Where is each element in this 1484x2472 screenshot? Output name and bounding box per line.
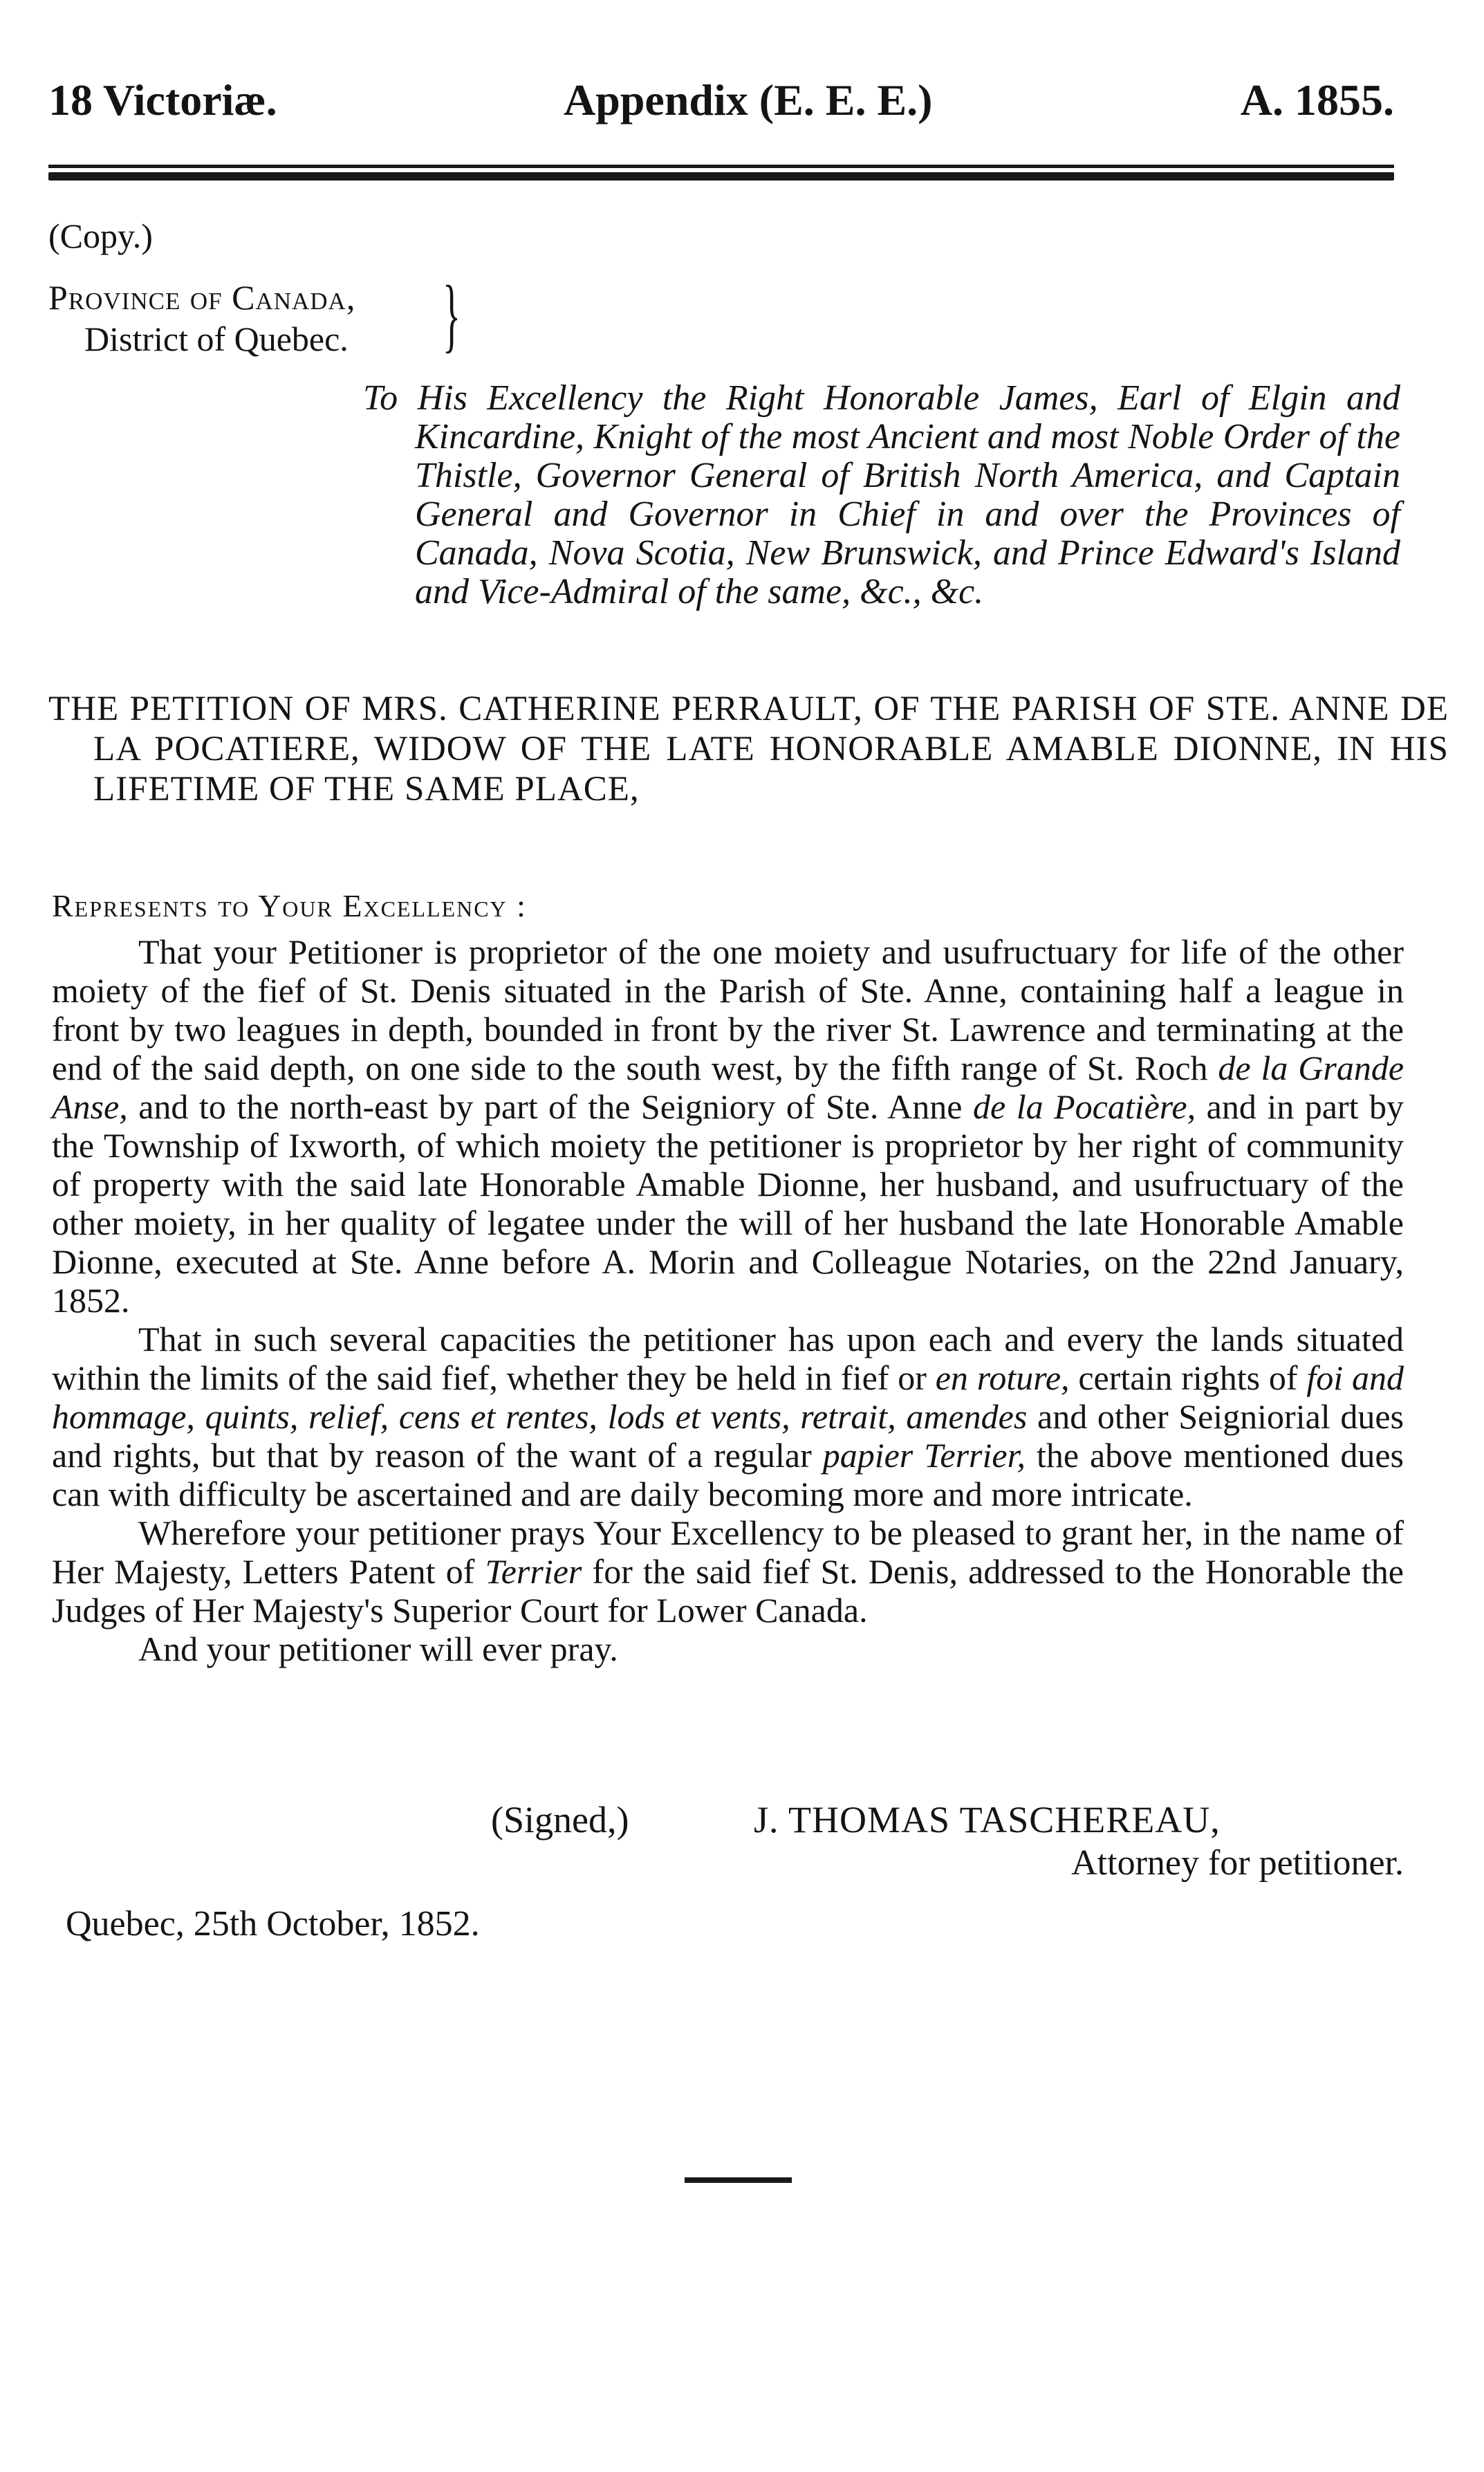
p1-italic-grande-anse: de la Grande Anse, (52, 1049, 1404, 1126)
p1-text-e: and in part by the Township of Ixworth, of which moiety the petitioner is proprietor by her right of community of property with the said late Honorable Amable Dionne, her husband, and usufructuary of the other moiety, in her quality of legatee under the will of her husband the late Honorable Amable Dionne, executed at Ste. Anne before A. Morin and Colleague Notaries, on the 22nd January, 1852. (52, 1087, 1404, 1320)
header-year: A. 1855. (1240, 75, 1394, 124)
p3-text-c: for the said fief St. Denis, addressed to the Honorable the Judges of Her Majesty's Superior Court for Lower Canada. (52, 1552, 1404, 1630)
p2-italic-papier-terrier: papier Terrier, (822, 1436, 1026, 1475)
brace-glyph: } (443, 268, 461, 360)
province-line: Province of Canada, (48, 278, 356, 317)
paragraph-rights (52, 1320, 1404, 1513)
signatory-role: Attorney for petitioner. (1071, 1843, 1404, 1883)
paragraph-prayer (52, 1513, 1404, 1630)
province-block (48, 277, 355, 360)
petition-heading: THE PETITION OF MRS. CATHERINE PERRAULT, OF THE PARISH OF STE. ANNE DE LA POCATIERE, WIDOW OF THE LATE HONORABLE AMABLE DIONNE, IN HIS LIFETIME OF THE SAME PLACE, (48, 690, 1449, 809)
p3-text-a: Wherefore your petitioner prays Your Excellency to be pleased to grant her, in the name of Her Majesty, Letters Patent of (52, 1513, 1404, 1591)
p3-italic-terrier: Terrier (485, 1552, 582, 1591)
p1-text-a: That your Petitioner is proprietor of the one moiety and usufructuary for life of the other moiety of the fief of St. Denis situated in the Parish of Ste. Anne, containing half a league in front by two leagues in depth, bounded in front by the river St. Lawrence and terminating at the end of the said depth, on one side to the south west, by the fifth range of St. Roch (52, 932, 1404, 1087)
header-rule-thin (48, 165, 1394, 168)
p2-italic-rights-list: foi and hommage, quints, relief, cens et rentes, lods et vents, retrait, amendes (52, 1358, 1404, 1436)
signed-label: (Signed,) (491, 1799, 629, 1841)
paragraph-proprietorship (52, 932, 1404, 1320)
header-session: 18 Victoriæ. (48, 75, 277, 124)
p2-text-a: That in such several capacities the petitioner has upon each and every the lands situated within the limits of the said fief, whether they be held in fief or (52, 1320, 1404, 1397)
petition-body (52, 932, 1404, 1668)
running-header (48, 75, 1394, 137)
paragraph-closing: And your petitioner will ever pray. (138, 1630, 618, 1668)
address-text: To His Excellency the Right Honorable James, Earl of Elgin and Kincardine, Knight of the most Ancient and most Noble Order of the Thistle, Governor General of British North America, and Captain General and Governor in Chief in and over the Provinces of Canada, Nova Scotia, New Brunswick, and Prince Edward's Island and Vice-Admiral of the same, &c., &c. (363, 378, 1400, 611)
p2-text-e: and other Seigniorial dues and rights, but that by reason of the want of a regular (52, 1397, 1404, 1475)
header-appendix: Appendix (E. E. E.) (564, 75, 933, 124)
district-line: District of Quebec. (84, 320, 349, 358)
signatory-name: J. THOMAS TASCHEREAU, (754, 1799, 1221, 1841)
p2-italic-roture: en roture, (935, 1358, 1070, 1397)
date-line: Quebec, 25th October, 1852. (66, 1904, 480, 1944)
p1-italic-pocatiere: de la Pocatière, (972, 1087, 1196, 1126)
represents-heading: Represents to Your Excellency : (52, 888, 527, 923)
copy-label: (Copy.) (48, 216, 153, 255)
p2-text-c: certain rights of (1069, 1358, 1307, 1397)
header-rule-thick (48, 172, 1394, 181)
address-block (363, 379, 1400, 611)
signature-block (491, 1798, 1411, 1888)
p1-text-c: and to the north-east by part of the Seigniory of Ste. Anne (127, 1087, 973, 1126)
p2-text-g: the above mentioned dues can with difficulty be ascertained and are daily becoming more and more intricate. (52, 1436, 1404, 1513)
closing-rule (685, 2177, 792, 2183)
